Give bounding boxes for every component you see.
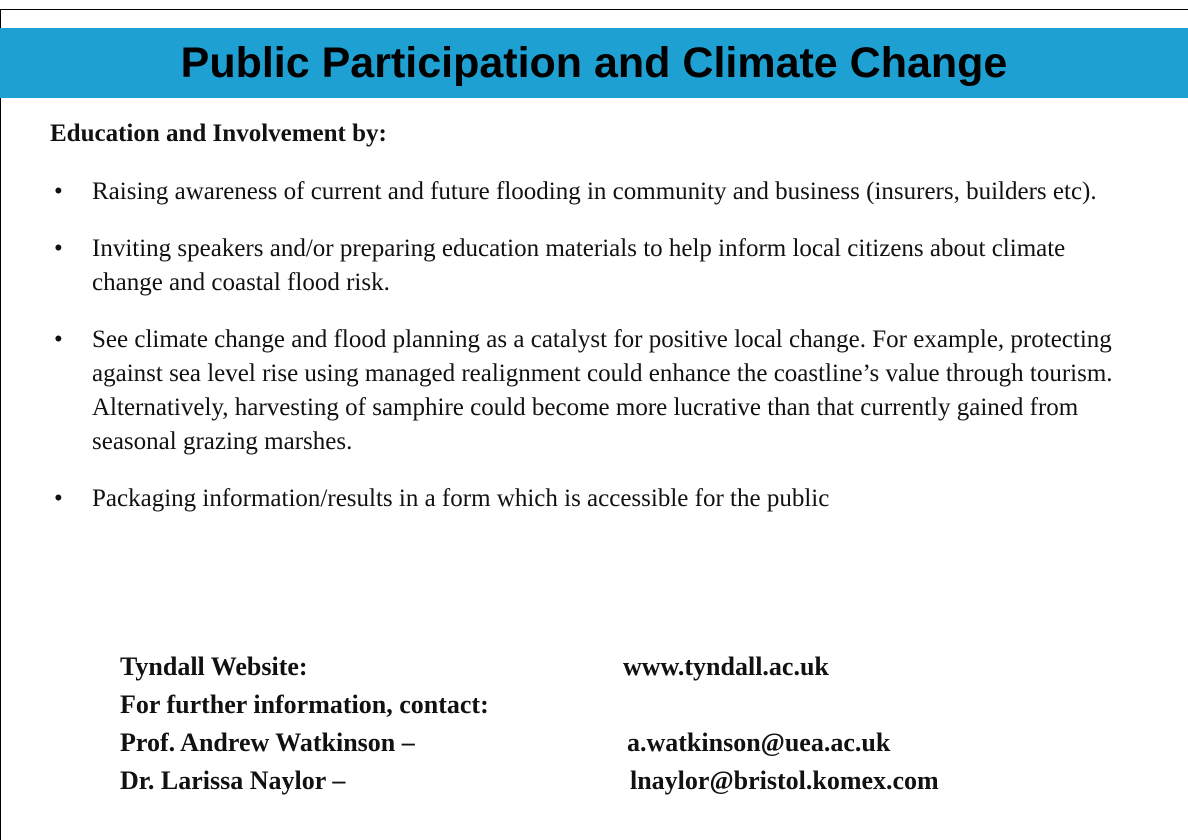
list-item-text: Packaging information/results in a form which is accessible for the public xyxy=(92,485,830,512)
contact-name: Dr. Larissa Naylor – xyxy=(120,766,346,795)
contact-name: Prof. Andrew Watkinson – xyxy=(120,728,415,757)
further-info-label: For further information, contact: xyxy=(120,690,489,719)
contact-block xyxy=(120,648,1120,800)
list-item xyxy=(50,232,1140,300)
list-item xyxy=(50,175,1140,209)
bullet-dot-icon: • xyxy=(54,235,63,262)
page-title: Public Participation and Climate Change xyxy=(180,39,1008,87)
further-info-row xyxy=(120,686,1120,724)
contact-email-link[interactable]: lnaylor@bristol.komex.com xyxy=(630,766,939,795)
contact-row-naylor xyxy=(120,762,1120,800)
bullet-list xyxy=(50,175,1140,539)
bullet-dot-icon: • xyxy=(54,485,63,512)
bullet-dot-icon: • xyxy=(54,326,63,353)
left-border-line xyxy=(0,9,1,840)
list-item-text: See climate change and flood planning as a catalyst for positive local change. For example, protecting against sea level rise using managed realignment could enhance the coastline’s value through tourism. Alternatively, harvesting of samphire could become more lucrative than that currently gained from seasonal grazing marshes. xyxy=(92,326,1113,455)
list-item-text: Inviting speakers and/or preparing education materials to help inform local citizens about climate change and coastal flood risk. xyxy=(92,235,1066,296)
top-border-line xyxy=(0,9,1188,10)
website-row xyxy=(120,648,1120,686)
website-link[interactable]: www.tyndall.ac.uk xyxy=(623,652,829,681)
section-heading: Education and Involvement by: xyxy=(50,120,387,147)
list-item-text: Raising awareness of current and future flooding in community and business (insurers, builders etc). xyxy=(92,178,1097,205)
contact-email-link[interactable]: a.watkinson@uea.ac.uk xyxy=(627,728,891,757)
list-item xyxy=(50,323,1140,459)
bullet-dot-icon: • xyxy=(54,178,63,205)
contact-row-watkinson xyxy=(120,724,1120,762)
website-label: Tyndall Website: xyxy=(120,652,308,681)
list-item xyxy=(50,482,1140,516)
title-band xyxy=(0,28,1188,98)
